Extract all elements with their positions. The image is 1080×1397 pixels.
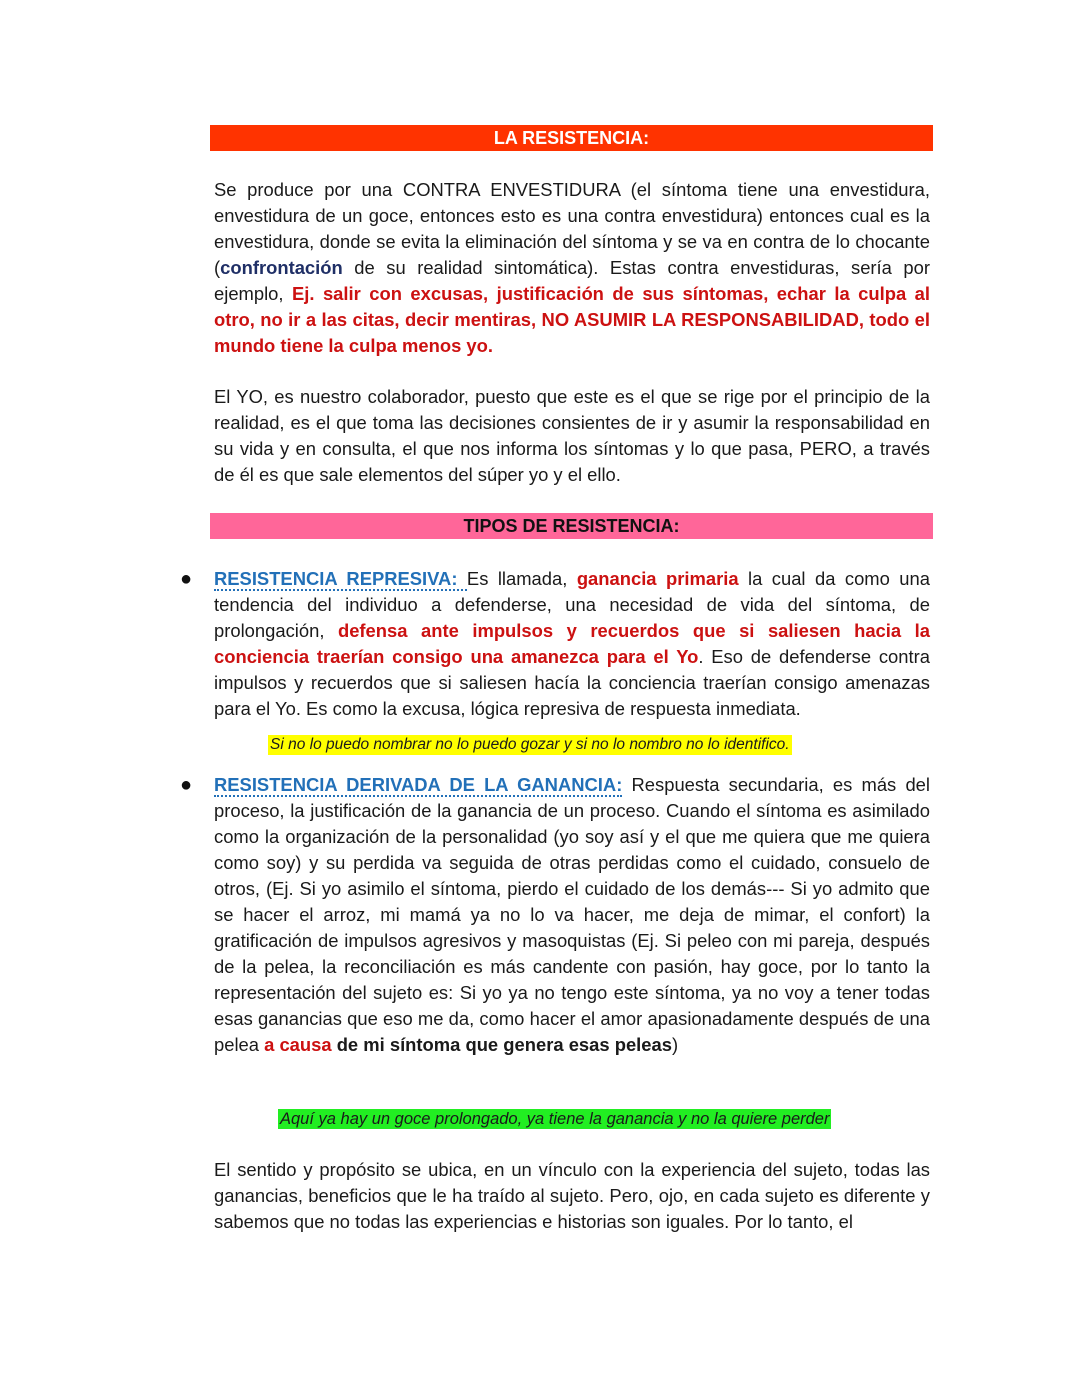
text-defensa-red: defensa ante impulsos y recuerdos que si saliesen hacia la conciencia traerían consigo una amanezca para el Yo (214, 620, 930, 667)
text-run: la cual da como una tendencia del individuo a defenderse, una necesidad de vida del síntoma, de prolongación, (214, 568, 930, 641)
text-run: ) (671, 1034, 679, 1055)
section-title-tipos: TIPOS DE RESISTENCIA: (210, 513, 933, 539)
list-item-resistencia-represiva (214, 566, 930, 722)
heading-resistencia-derivada: RESISTENCIA DERIVADA DE LA GANANCIA: (214, 774, 623, 795)
paragraph-contra-envestidura (214, 177, 930, 359)
text-examples-red: Ej. salir con excusas, justificación de sus síntomas, echar la culpa al otro, no ir a las citas, decir mentiras, NO ASUMIR LA RESPONSABILIDAD, todo el mundo tiene la culpa menos yo. (214, 283, 931, 356)
text-run: Respuesta secundaria, es más del proceso, la justificación de la ganancia de un proceso. Cuando el síntoma es asimilado como la organización de la personalidad (yo soy así y el que me quiera que me quiera como soy) y su perdida va seguida de otras perdidas como el cuidado, consuelo de otros, (Ej. Si yo asimilo el síntoma, pierdo el cuidado de los demás--- Si yo admito que se hacer el arroz, mi mamá ya no lo va hacer, me deja de mimar, el confort) la gratificación de impulsos agresivos y masoquistas (Ej. Si peleo con mi pareja, después de la pelea, la reconciliación es más candente con pasión, hay goce, por lo tanto la representación del sujeto es: Si yo ya no tengo este síntoma, ya no voy a tener todas esas ganancias que eso me da, como hacer el amor apasionadamente después de una pelea (214, 774, 930, 1055)
text-run: de su realidad sintomática). Estas contra envestiduras, sería por ejemplo, (214, 257, 930, 304)
text-sintoma-bold: de mi síntoma que genera esas peleas (331, 1034, 672, 1055)
paragraph-sentido-proposito: El sentido y propósito se ubica, en un vínculo con la experiencia del sujeto, todas las ganancias, beneficios que le ha traído al sujeto. Pero, ojo, en cada sujeto es diferente y sabemos que no todas las experiencias e historias son iguales. Por lo tanto, el (214, 1159, 930, 1232)
text-ganancia-primaria: ganancia primaria (576, 568, 739, 589)
text-run: . Eso de defenderse contra impulsos y recuerdos que si saliesen hacía la conciencia traerían consigo amenazas para el Yo. Es como la excusa, lógica represiva de respuesta inmediata. (214, 646, 930, 719)
highlight-note-yellow: Si no lo puedo nombrar no lo puedo gozar y si no lo nombro no lo identifico. (270, 736, 790, 753)
paragraph-yo-colaborador: El YO, es nuestro colaborador, puesto que este es el que se rige por el principio de la realidad, es el que toma las decisiones consientes de ir y asumir la responsabilidad en su vida y en consulta, el que nos informa los síntomas y lo que pasa, PERO, a través de él es que sale elementos del súper yo y el ello. (214, 386, 930, 485)
text-a-causa: a causa (264, 1034, 332, 1055)
section-title-resistencia: LA RESISTENCIA: (210, 125, 933, 151)
list-item-resistencia-derivada (214, 772, 930, 1058)
text-confrontacion: confrontación (220, 257, 343, 278)
text-run: Se produce por una CONTRA ENVESTIDURA (el síntoma tiene una envestidura, envestidura de un goce, entonces esto es una contra envestidura) entonces cual es la envestidura, donde se evita la eliminación del síntoma y se va en contra de lo chocante ( (214, 179, 930, 278)
highlight-note-green: Aquí ya hay un goce prolongado, ya tiene la ganancia y no la quiere perder (280, 1110, 830, 1128)
bullet-icon: ● (180, 774, 193, 796)
bullet-icon: ● (180, 568, 193, 590)
text-run: Es llamada, (466, 568, 577, 589)
heading-resistencia-represiva: RESISTENCIA REPRESIVA: (214, 568, 467, 589)
